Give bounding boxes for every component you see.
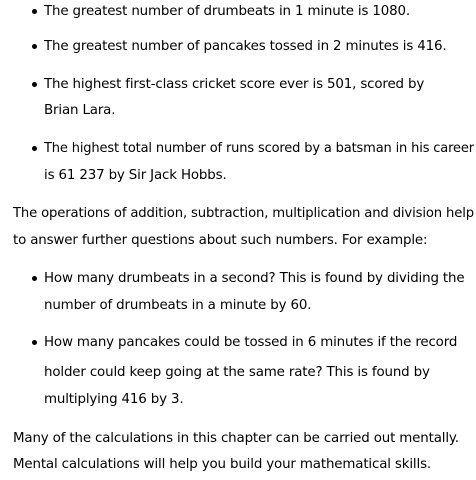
list-item-line: number of drumbeats in a minute by 60. (44, 298, 312, 313)
list-item-line: The highest total number of runs scored by a batsman in his career (44, 141, 474, 156)
list-item-line: The greatest number of drumbeats in 1 minute is 1080. (44, 4, 410, 19)
list-item-line: multiplying 416 by 3. (44, 392, 184, 407)
bullet-marker (32, 44, 37, 49)
bullet-marker (32, 9, 37, 14)
bullet-marker (32, 276, 37, 281)
bullet-marker (32, 82, 37, 87)
list-item-line: How many pancakes could be tossed in 6 minutes if the record (44, 335, 458, 350)
bullet-marker (32, 146, 37, 151)
paragraph-line: to answer further questions about such numbers. For example: (13, 233, 428, 248)
list-item-line: The greatest number of pancakes tossed in 2 minutes is 416. (44, 39, 447, 54)
paragraph-line: Mental calculations will help you build your mathematical skills. (13, 457, 432, 472)
list-item-line: Brian Lara. (44, 103, 116, 118)
bullet-marker (32, 340, 37, 345)
list-item-line: How many drumbeats in a second? This is found by dividing the (44, 271, 465, 286)
list-item-line: The highest first-class cricket score ever is 501, scored by (44, 77, 425, 92)
list-item-line: is 61 237 by Sir Jack Hobbs. (44, 168, 227, 183)
paragraph-line: The operations of addition, subtraction, multiplication and division help (13, 206, 474, 221)
paragraph-line: Many of the calculations in this chapter can be carried out mentally. (13, 431, 459, 446)
list-item-line: holder could keep going at the same rate? This is found by (44, 365, 430, 380)
